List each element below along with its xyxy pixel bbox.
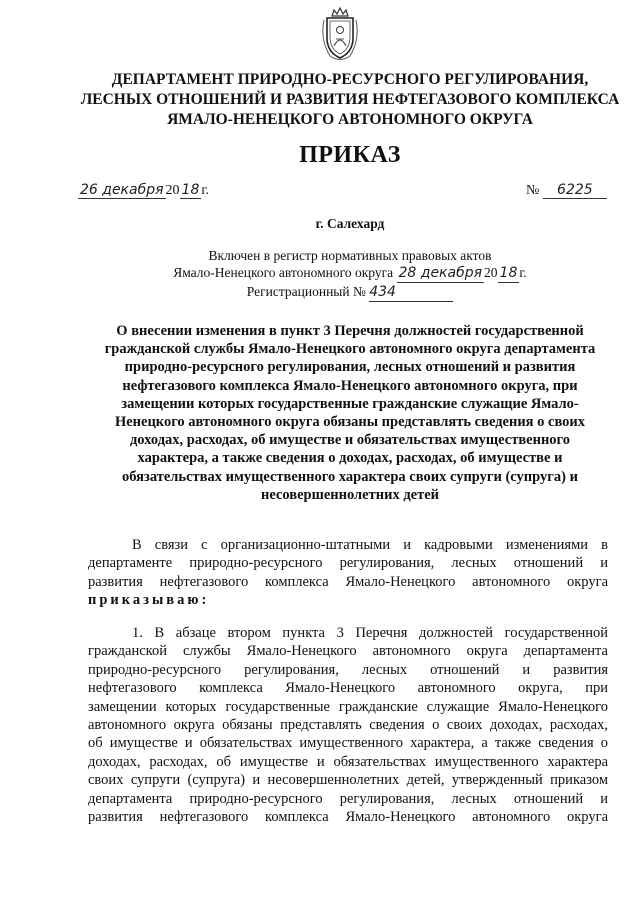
registration-number-label: Регистрационный №: [246, 284, 366, 299]
registration-year-prefix: 20: [484, 265, 498, 280]
registration-number-handwritten: 434: [369, 284, 453, 302]
heading-line: характера, а также сведения о доходах, расходах, об имуществе и: [137, 450, 563, 467]
paragraph-line: департамента природно-ресурсного регулирования, лесных отношений и: [88, 790, 608, 807]
paragraph-line: нефтегазового комплекса Ямало-Ненецкого автономного округа, при: [88, 680, 608, 697]
registration-line-2: [60, 264, 640, 283]
document-heading: [60, 322, 640, 504]
paragraph-line: своих супруги (супруга) и несовершеннолетних детей, утвержденный приказом: [88, 772, 608, 789]
registration-region: Ямало-Ненецкого автономного округа: [173, 265, 394, 280]
registration-year-handwritten: 18: [499, 265, 518, 281]
department-line-2: ЛЕСНЫХ ОТНОШЕНИЙ И РАЗВИТИЯ НЕФТЕГАЗОВОГО КОМПЛЕКСА: [80, 91, 620, 108]
paragraph-line: автономного округа обязаны представлять сведения о своих доходах, расходах,: [88, 717, 608, 734]
registration-year-suffix: г.: [519, 265, 527, 280]
order-date: [78, 182, 209, 199]
coat-of-arms-emblem: [318, 6, 362, 64]
heading-line: гражданской службы Ямало-Ненецкого автономного округа департамента: [104, 341, 596, 358]
department-line-3: ЯМАЛО-НЕНЕЦКОГО АВТОНОМНОГО ОКРУГА: [167, 111, 533, 128]
order-date-handwritten: 26 декабря: [80, 182, 164, 198]
order-number: [526, 182, 607, 199]
paragraph-line: замещении которых государственные гражданские служащие Ямало-Ненецкого: [88, 698, 608, 715]
paragraph-line: развития нефтегазового комплекса Ямало-Ненецкого автономного округа: [88, 573, 608, 590]
registration-stamp: [60, 247, 640, 302]
paragraph-line: развития нефтегазового комплекса Ямало-Ненецкого автономного округа: [88, 809, 608, 826]
order-year-suffix: г.: [201, 183, 210, 198]
heading-line: замещении которых государственные гражданские служащие Ямало-: [121, 395, 579, 412]
registration-line-1: Включен в регистр нормативных правовых актов: [208, 248, 492, 263]
department-line-1: ДЕПАРТАМЕНТ ПРИРОДНО-РЕСУРСНОГО РЕГУЛИРОВАНИЯ,: [111, 71, 589, 88]
heading-line: несовершеннолетних детей: [260, 486, 440, 503]
paragraph-line: В связи с организационно-штатными и кадровыми изменениями в: [132, 537, 608, 553]
paragraph-line: доходах, расходах, об имуществе и обязательствах имущественного характера: [88, 753, 608, 770]
heading-line: нефтегазового комплекса Ямало-Ненецкого автономного округа, при: [122, 377, 578, 394]
registration-date-handwritten: 28 декабря: [398, 265, 483, 281]
order-year-handwritten: 18: [181, 182, 200, 198]
paragraph-line: гражданской службы Ямало-Ненецкого автономного округа департамента: [88, 643, 608, 660]
paragraph-line: природно-ресурсного регулирования, лесных отношений и развития: [88, 661, 608, 678]
order-year-prefix: 20: [165, 183, 180, 198]
city-name: г. Салехард: [315, 216, 385, 231]
paragraph-line: об имуществе и обязательствах имущественного характера, а также сведения о: [88, 735, 608, 752]
registration-line-3: [60, 283, 640, 302]
preamble-paragraph: [88, 536, 608, 610]
paragraph-line: департаменте природно-ресурсного регулирования, лесных отношений и: [88, 555, 608, 572]
department-name: [60, 70, 640, 130]
order-number-handwritten: 6225: [543, 182, 607, 199]
order-number-label: №: [526, 183, 540, 198]
heading-line: обязательствах имущественного характера своих супруги (супруга) и: [122, 468, 578, 485]
heading-line: доходах, расходах, об имуществе и обязательствах имущественного: [129, 432, 571, 449]
clause-1-paragraph: [88, 624, 608, 826]
paragraph-line: 1. В абзаце втором пункта 3 Перечня должностей государственной: [132, 625, 608, 641]
order-title: ПРИКАЗ: [299, 142, 401, 168]
heading-line: Ненецкого автономного округа обязаны представлять сведения о своих: [114, 414, 586, 431]
heading-line: природно-ресурсного регулирования, лесных отношений и развития: [124, 359, 576, 376]
heading-line: О внесении изменения в пункт 3 Перечня должностей государственной: [116, 323, 584, 339]
order-word: приказываю:: [88, 592, 210, 609]
